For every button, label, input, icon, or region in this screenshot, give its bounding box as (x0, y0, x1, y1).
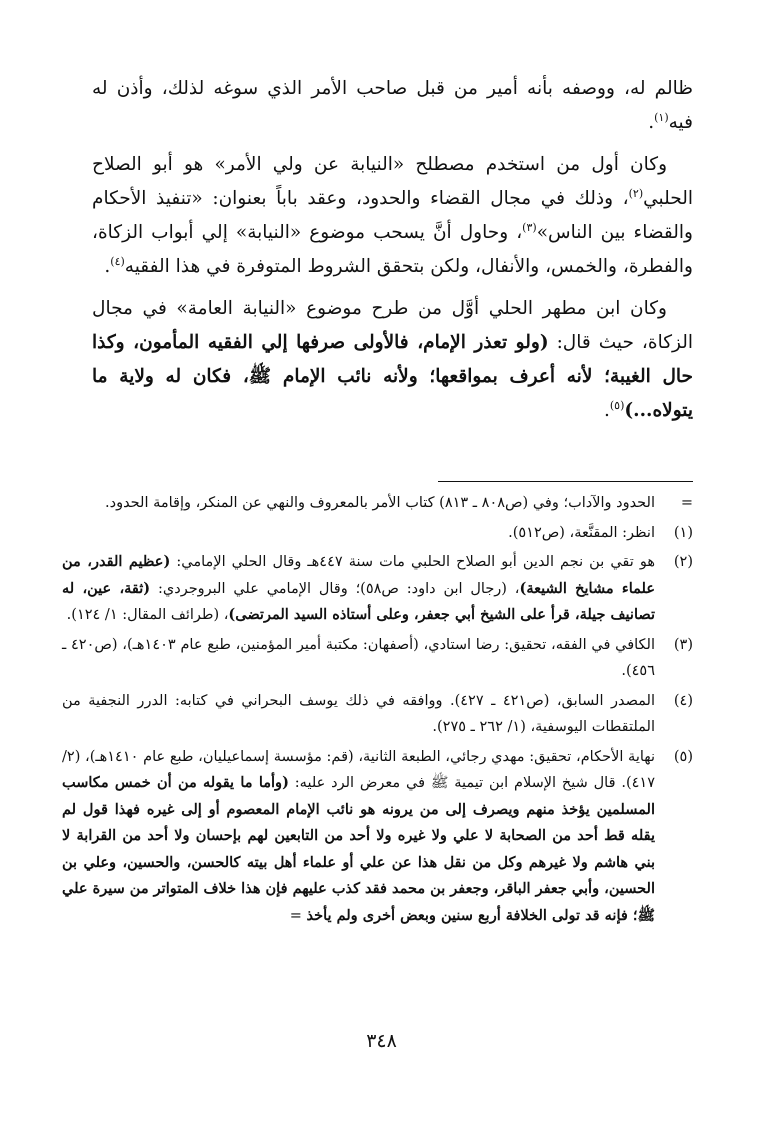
footnote-ref-3[interactable]: (٣) (522, 220, 537, 234)
footnote-2-quote-2: (ثقة، عين، له تصانيف جيلة، قرأ على الشيخ أبي جعفر، وعلى أستاذه السيد المرتضى) (62, 579, 655, 623)
footnote-4 (62, 688, 693, 741)
footnote-ref-4[interactable]: (٤) (110, 254, 125, 268)
footnote-continuation-text: الحدود والآداب؛ وفي (ص٨٠٨ ـ ٨١٣) كتاب الأمر بالمعروف والنهي عن المنكر، وإقامة الحدود. (105, 495, 655, 511)
page-number: ٣٤٨ (366, 1030, 397, 1052)
paragraph-1: ظالم له، ووصفه بأنه أمير من قبل صاحب الأمر الذي سوغه لذلك، وأذن له فيه$^{(١)}$. (92, 78, 693, 133)
paragraph-2-text-a: وكان أول من استخدم مصطلح «النيابة عن ولي الأمر» هو أبو الصلاح الحلبي (92, 154, 693, 209)
footnote-ref-1[interactable]: (١) (654, 110, 669, 124)
footnote-2-number: (٢) (673, 554, 693, 570)
footnote-separator (438, 481, 693, 482)
footnote-5-quote: (وأما ما يقوله من أن خمس مكاسب المسلمين يؤخذ منهم ويصرف إلى من يرونه هو نائب الإمام المعصوم أو إلى غيره فهذا قول لم يقله قط أحد من الصحابة لا علي ولا غيره ولا أحد من التابعين لهم بإحسان ولا أحد من القرابة لا بني هاشم ولا غيرهم وكل من نقل هذا عن علي أو علماء أهل بيته كالحسن، والحسين، وعلي بن الحسين، وأبي جعفر الباقر، وجعفر بن محمد فقد كذب عليهم فإن هذا خلاف المتواتر من سيرة علي ﷺ؛ فإنه قد تولى الخلافة أربع سنين وبعض أخرى ولم يأخذ (62, 774, 655, 924)
footnote-2-text-a: هو تقي بن نجم الدين أبو الصلاح الحلبي مات سنة ٤٤٧هـ وقال الحلي الإمامي: (170, 554, 655, 570)
footnote-1 (62, 520, 693, 547)
footnote-ref-5[interactable]: (٥) (609, 398, 625, 412)
paragraph-2-text-b: ، وذلك في مجال القضاء والحدود، وعقد باباً بعنوان: «تنفيذ الأحكام والقضاء بين الناس» (92, 188, 693, 243)
footnote-2-quote-1: (عظيم القدر، من علماء مشايخ الشيعة) (62, 553, 656, 597)
footnote-4-text: المصدر السابق، (ص٤٢١ ـ ٤٢٧). ووافقه في ذلك يوسف البحراني في كتابه: الدرر النجفية من الملتقطات اليوسفية، (١/ ٢٦٢ ـ ٢٧٥). (62, 692, 655, 735)
main-text (92, 72, 693, 436)
footnote-5-number: (٥) (673, 748, 693, 765)
footnote-1-text: انظر: المقنَّعة، (ص٥١٢). (508, 524, 655, 541)
footnote-4-number: (٤) (673, 692, 693, 709)
paragraph-2-text-c: ، وحاول أنَّ يسحب موضوع «النيابة» إلي أبواب الزكاة، والفطرة، والخمس، والأنفال، ولكن بتحقق الشروط المتوفرة في هذا الفقيه (92, 222, 693, 277)
footnote-5 (62, 744, 693, 930)
footnote-3 (62, 632, 693, 685)
footnote-5-text: نهاية الأحكام، تحقيق: مهدي رجائي، الطبعة الثانية، (قم: مؤسسة إسماعيليان، طبع عام ١٤١٠هـ)، (٢/ ٤١٧). قال شيخ الإسلام ابن تيمية ﷺ في معرض الرد عليه: (62, 748, 656, 791)
paragraph-2: وكان أول من استخدم مصطلح «النيابة عن ولي الأمر» هو أبو الصلاح الحلبي$^{(٢)}$، وذلك في مجال القضاء والحدود، وعقد باباً بعنوان: «تنفيذ الأحكام والقضاء بين الناس»$^{(٣)}$، وحاول أنَّ يسحب موضوع «النيابة» إلي أبواب الزكاة، والفطرة، والخمس، والأنفال، ولكن بتحقق الشروط المتوفرة في هذا الفقيه$^{(٤)}$. (92, 154, 693, 277)
footnote-ref-2[interactable]: (٢) (628, 186, 644, 200)
footnote-2-text-b: ، (رجال ابن داود: ص٥٨)؛ وقال الإمامي علي البروجردي: (150, 580, 520, 597)
footnote-2 (62, 549, 693, 629)
paragraph-3: وكان ابن مطهر الحلي أوَّل من طرح موضوع «النيابة العامة» في مجال الزكاة، حيث قال: (ولو تعذر الإمام، فالأولى صرفها إلي الفقيه المأمون، وكذا حال الغيبة؛ لأنه أعرف بمواقعها؛ ولأنه نائب الإمام ﷺ، فكان له ولاية ما يتولاه...)$^{(٥)}$. (92, 298, 693, 421)
continuation-marker: = (680, 495, 693, 511)
footnote-1-number: (١) (673, 524, 693, 541)
footnote-5-continuation-marker: = (289, 907, 302, 924)
paragraph-3-quote: (ولو تعذر الإمام، فالأولى صرفها إلي الفقيه المأمون، وكذا حال الغيبة؛ لأنه أعرف بمواقعها؛ ولأنه نائب الإمام ﷺ، فكان له ولاية ما يتولاه...) (92, 332, 693, 421)
footnote-3-number: (٣) (673, 636, 693, 653)
paragraph-3-text: وكان ابن مطهر الحلي أوَّل من طرح موضوع «النيابة العامة» في مجال الزكاة، حيث قال: (92, 298, 693, 353)
footnotes (62, 490, 693, 932)
paragraph-1-text: ظالم له، ووصفه بأنه أمير من قبل صاحب الأمر الذي سوغه لذلك، وأذن له فيه (92, 78, 693, 133)
footnote-3-text: الكافي في الفقه، تحقيق: رضا استادي، (أصفهان: مكتبة أمير المؤمنين، طبع عام ١٤٠٣هـ)، (ص٤٢٠ ـ ٤٥٦). (62, 636, 656, 679)
footnote-2-text-c: ، (طرائف المقال: ١/ ١٢٤). (66, 607, 229, 623)
footnote-continuation (62, 490, 693, 517)
